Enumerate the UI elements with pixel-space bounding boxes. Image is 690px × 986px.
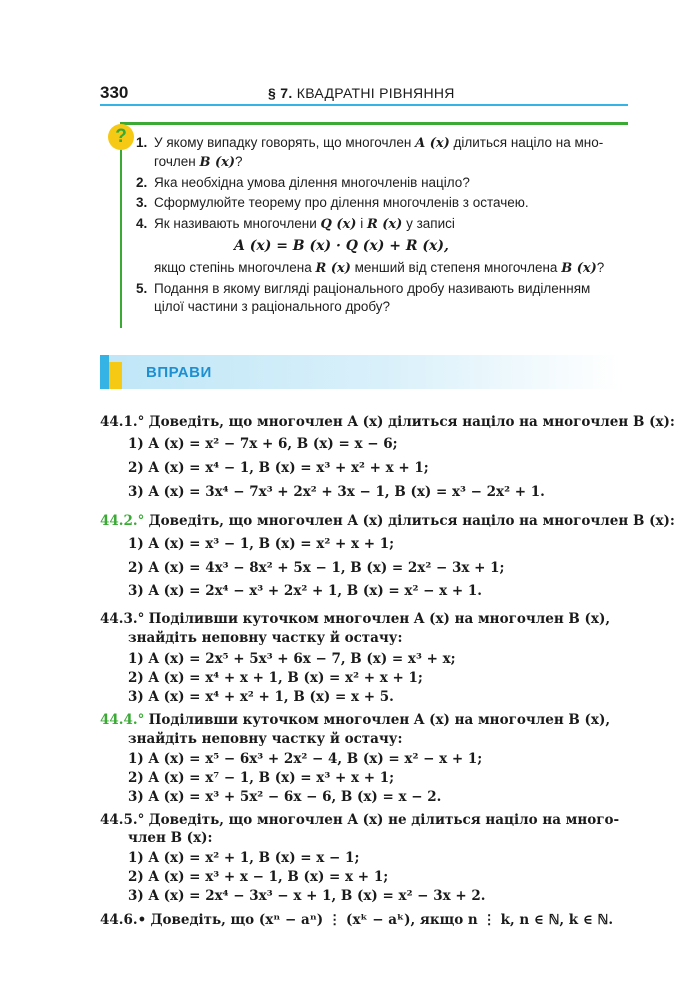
question-number: 1. — [136, 135, 148, 150]
exercise-label: 44.4.° — [100, 712, 145, 728]
question-text: ? — [596, 260, 605, 275]
exercise-item: 1) A (x) = x² − 7x + 6, B (x) = x − 6; — [128, 436, 398, 452]
page-number: 330 — [100, 83, 129, 102]
question-2 — [136, 174, 626, 192]
question-3 — [136, 194, 626, 212]
section-title — [268, 85, 455, 101]
exercises-heading: ВПРАВИ — [146, 364, 212, 381]
question-1 — [136, 134, 626, 172]
exercise-44-3 — [100, 609, 610, 629]
section-symbol: § 7. — [268, 85, 293, 101]
exercise-item: 3) A (x) = x³ + 5x² − 6x − 6, B (x) = x − 2. — [128, 789, 442, 805]
exercise-item: 3) A (x) = 2x⁴ − x³ + 2x² + 1, B (x) = x² − x + 1. — [128, 583, 482, 599]
math-var: B (x) — [561, 261, 597, 276]
section-title-text: КВАДРАТНІ РІВНЯННЯ — [296, 85, 455, 101]
question-number: 4. — [136, 216, 148, 231]
exercise-44-2 — [100, 511, 675, 531]
exercise-item: 3) A (x) = 3x⁴ − 7x³ + 2x² + 3x − 1, B (x) = x³ − 2x² + 1. — [128, 484, 545, 500]
exercise-item: 1) A (x) = x⁵ − 6x³ + 2x² − 4, B (x) = x² − x + 1; — [128, 751, 483, 767]
math-var: B (x) — [199, 155, 236, 170]
question-text: Подання в якому вигляді раціонального дробу називають виділенням — [154, 281, 591, 296]
exercise-item: 1) A (x) = x² + 1, B (x) = x − 1; — [128, 850, 360, 866]
question-text: менший від степеня многочлена — [350, 260, 562, 275]
questions-box-left-border — [120, 138, 122, 328]
question-text: ділиться націло на мно- — [449, 135, 604, 150]
question-number: 5. — [136, 281, 148, 296]
question-text: гочлен — [154, 154, 200, 169]
question-5 — [136, 280, 626, 316]
exercise-item: 3) A (x) = 2x⁴ − 3x³ − x + 1, B (x) = x² − 3x + 2. — [128, 888, 486, 904]
question-number: 2. — [136, 175, 148, 190]
question-4 — [136, 215, 626, 234]
heading-yellow-stripe — [109, 362, 122, 389]
exercise-subtitle: знайдіть неповну частку й остачу: — [128, 731, 403, 747]
exercise-item: 2) A (x) = x⁴ − 1, B (x) = x³ + x² + x + 1; — [128, 460, 429, 476]
exercise-item: 3) A (x) = x⁴ + x² + 1, B (x) = x + 5. — [128, 689, 394, 705]
exercise-item: 2) A (x) = 4x³ − 8x² + 5x − 1, B (x) = 2x² − 3x + 1; — [128, 560, 505, 576]
question-text: У якому випадку говорять, що многочлен — [154, 135, 416, 150]
heading-blue-stripe — [100, 355, 109, 389]
exercise-title: Поділивши куточком многочлен A (x) на многочлен B (x), — [148, 712, 611, 728]
exercise-title: Доведіть, що (xⁿ − aⁿ) ⋮ (xᵏ − aᵏ), якщо n ⋮ k, n ∈ ℕ, k ∈ ℕ. — [150, 912, 614, 928]
division-formula: A (x) = B (x) · Q (x) + R (x), — [234, 238, 449, 254]
question-text: ? — [235, 154, 243, 169]
exercise-title: Доведіть, що многочлен A (x) ділиться націло на многочлен B (x): — [148, 414, 675, 430]
exercise-item: 2) A (x) = x⁷ − 1, B (x) = x³ + x + 1; — [128, 770, 395, 786]
question-text: цілої частини з раціонального дробу? — [154, 299, 391, 314]
exercise-44-5 — [100, 810, 619, 830]
question-text: Як називають многочлени — [154, 216, 321, 231]
exercise-label: 44.2.° — [100, 513, 145, 529]
header-rule — [100, 104, 628, 106]
math-var: R (x) — [315, 261, 351, 276]
exercise-item: 1) A (x) = x³ − 1, B (x) = x² + x + 1; — [128, 536, 395, 552]
exercise-title: Доведіть, що многочлен A (x) не ділиться націло на много- — [148, 812, 620, 828]
exercise-item: 1) A (x) = 2x⁵ + 5x³ + 6x − 7, B (x) = x³ + x; — [128, 651, 456, 667]
question-text: і — [356, 216, 367, 231]
question-text: Яка необхідна умова ділення многочленів націло? — [154, 175, 470, 190]
question-text: якщо степінь многочлена — [154, 260, 316, 275]
exercise-subtitle: знайдіть неповну частку й остачу: — [128, 630, 403, 646]
exercise-title: Поділивши куточком многочлен A (x) на многочлен B (x), — [148, 611, 611, 627]
exercise-subtitle: член B (x): — [128, 830, 213, 846]
math-var: Q (x) — [320, 217, 357, 232]
exercise-label: 44.3.° — [100, 611, 145, 627]
question-number: 3. — [136, 195, 148, 210]
exercise-label: 44.5.° — [100, 812, 145, 828]
exercise-item: 2) A (x) = x³ + x − 1, B (x) = x + 1; — [128, 869, 389, 885]
question-text: Сформулюйте теорему про ділення многочленів з остачею. — [154, 195, 529, 210]
exercise-44-6 — [100, 910, 613, 930]
question-mark-icon: ? — [108, 124, 134, 150]
exercise-44-4 — [100, 710, 610, 730]
math-var: R (x) — [366, 217, 403, 232]
exercise-44-1 — [100, 412, 675, 432]
question-text: у записі — [402, 216, 455, 231]
exercise-label: 44.6.• — [100, 912, 147, 928]
exercise-title: Доведіть, що многочлен A (x) ділиться націло на многочлен B (x): — [148, 513, 675, 529]
questions-box-top-border — [120, 122, 628, 125]
exercise-item: 2) A (x) = x⁴ + x + 1, B (x) = x² + x + 1; — [128, 670, 423, 686]
math-var: A (x) — [415, 136, 450, 151]
exercise-label: 44.1.° — [100, 414, 145, 430]
question-4-continuation — [136, 259, 626, 278]
